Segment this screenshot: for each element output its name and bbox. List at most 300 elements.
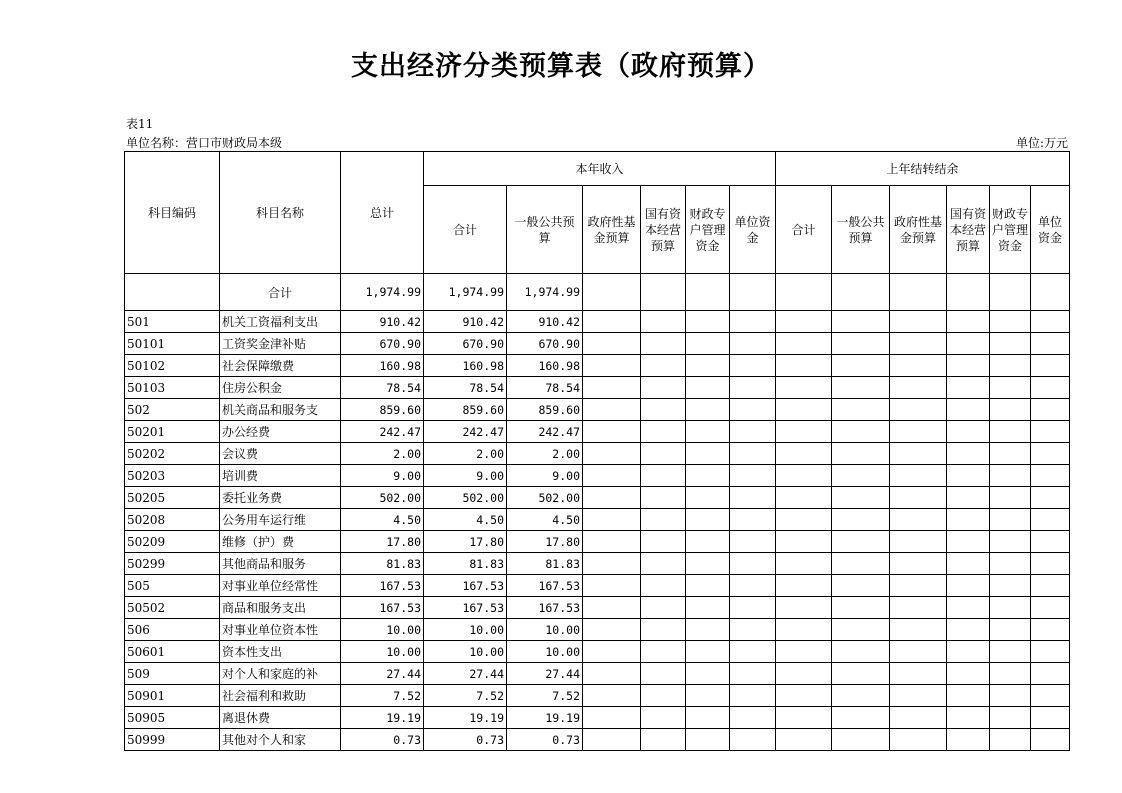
total-label: 合计 bbox=[220, 274, 341, 311]
empty-cell bbox=[990, 399, 1031, 421]
empty-cell bbox=[990, 333, 1031, 355]
empty-cell bbox=[686, 333, 730, 355]
empty-cell bbox=[832, 377, 890, 399]
header-current-col: 政府性基金预算 bbox=[583, 186, 641, 274]
empty-cell bbox=[947, 355, 990, 377]
budget-table bbox=[124, 151, 1070, 751]
header-prev-col: 单位资金 bbox=[1031, 186, 1070, 274]
empty-cell bbox=[1031, 597, 1070, 619]
row-total: 859.60 bbox=[341, 399, 424, 421]
empty-cell bbox=[641, 465, 686, 487]
empty-cell bbox=[890, 553, 947, 575]
empty-cell bbox=[730, 531, 776, 553]
empty-cell bbox=[947, 531, 990, 553]
empty-cell bbox=[1031, 707, 1070, 729]
empty-cell bbox=[990, 641, 1031, 663]
empty-cell bbox=[583, 663, 641, 685]
empty-cell bbox=[686, 619, 730, 641]
table-row bbox=[125, 487, 1070, 509]
table-row bbox=[125, 531, 1070, 553]
row-total: 7.52 bbox=[341, 685, 424, 707]
row-code: 50209 bbox=[125, 531, 220, 553]
row-sum: 10.00 bbox=[424, 641, 507, 663]
empty-cell bbox=[776, 311, 832, 333]
row-sum: 81.83 bbox=[424, 553, 507, 575]
empty-cell bbox=[990, 729, 1031, 751]
row-sum: 670.90 bbox=[424, 333, 507, 355]
empty-cell bbox=[730, 707, 776, 729]
row-code: 50201 bbox=[125, 421, 220, 443]
row-general: 0.73 bbox=[507, 729, 583, 751]
empty-cell bbox=[832, 531, 890, 553]
row-total: 19.19 bbox=[341, 707, 424, 729]
empty-cell bbox=[832, 421, 890, 443]
empty-cell bbox=[890, 509, 947, 531]
row-sum: 27.44 bbox=[424, 663, 507, 685]
empty-cell bbox=[686, 597, 730, 619]
empty-cell bbox=[583, 377, 641, 399]
empty-cell bbox=[776, 575, 832, 597]
row-total: 17.80 bbox=[341, 531, 424, 553]
empty-cell bbox=[1031, 355, 1070, 377]
empty-cell bbox=[641, 355, 686, 377]
empty-cell bbox=[730, 729, 776, 751]
empty-cell bbox=[776, 274, 832, 311]
empty-cell bbox=[686, 707, 730, 729]
empty-cell bbox=[890, 685, 947, 707]
empty-cell bbox=[1031, 274, 1070, 311]
row-sum: 17.80 bbox=[424, 531, 507, 553]
empty-cell bbox=[1031, 509, 1070, 531]
empty-cell bbox=[990, 575, 1031, 597]
empty-cell bbox=[1031, 465, 1070, 487]
empty-cell bbox=[641, 619, 686, 641]
row-code: 50101 bbox=[125, 333, 220, 355]
empty-cell bbox=[730, 575, 776, 597]
empty-cell bbox=[641, 377, 686, 399]
empty-cell bbox=[832, 729, 890, 751]
row-code: 50601 bbox=[125, 641, 220, 663]
empty-cell bbox=[730, 553, 776, 575]
empty-cell bbox=[776, 333, 832, 355]
empty-cell bbox=[776, 663, 832, 685]
empty-cell bbox=[890, 663, 947, 685]
empty-cell bbox=[890, 619, 947, 641]
empty-cell bbox=[947, 465, 990, 487]
empty-cell bbox=[583, 311, 641, 333]
total-code-cell bbox=[125, 274, 220, 311]
total-row bbox=[125, 274, 1070, 311]
row-sum: 502.00 bbox=[424, 487, 507, 509]
row-general: 7.52 bbox=[507, 685, 583, 707]
row-sum: 167.53 bbox=[424, 575, 507, 597]
table-row bbox=[125, 553, 1070, 575]
empty-cell bbox=[641, 663, 686, 685]
empty-cell bbox=[730, 487, 776, 509]
row-name: 对事业单位经常性 bbox=[220, 575, 341, 597]
empty-cell bbox=[832, 274, 890, 311]
empty-cell bbox=[990, 597, 1031, 619]
row-name: 商品和服务支出 bbox=[220, 597, 341, 619]
empty-cell bbox=[1031, 443, 1070, 465]
empty-cell bbox=[686, 443, 730, 465]
header-current-col: 一般公共预算 bbox=[507, 186, 583, 274]
row-general: 81.83 bbox=[507, 553, 583, 575]
empty-cell bbox=[947, 619, 990, 641]
table-row bbox=[125, 421, 1070, 443]
row-general: 502.00 bbox=[507, 487, 583, 509]
empty-cell bbox=[730, 641, 776, 663]
table-row bbox=[125, 377, 1070, 399]
row-total: 910.42 bbox=[341, 311, 424, 333]
empty-cell bbox=[890, 707, 947, 729]
empty-cell bbox=[1031, 685, 1070, 707]
empty-cell bbox=[641, 421, 686, 443]
table-row bbox=[125, 311, 1070, 333]
empty-cell bbox=[890, 487, 947, 509]
row-total: 2.00 bbox=[341, 443, 424, 465]
empty-cell bbox=[641, 531, 686, 553]
row-name: 机关商品和服务支 bbox=[220, 399, 341, 421]
empty-cell bbox=[686, 487, 730, 509]
empty-cell bbox=[990, 377, 1031, 399]
empty-cell bbox=[990, 355, 1031, 377]
empty-cell bbox=[990, 311, 1031, 333]
empty-cell bbox=[641, 575, 686, 597]
empty-cell bbox=[990, 487, 1031, 509]
row-code: 50905 bbox=[125, 707, 220, 729]
header-current-col: 合计 bbox=[424, 186, 507, 274]
empty-cell bbox=[832, 443, 890, 465]
empty-cell bbox=[832, 685, 890, 707]
row-sum: 160.98 bbox=[424, 355, 507, 377]
empty-cell bbox=[947, 399, 990, 421]
total-sum: 1,974.99 bbox=[424, 274, 507, 311]
row-name: 委托业务费 bbox=[220, 487, 341, 509]
row-code: 50203 bbox=[125, 465, 220, 487]
empty-cell bbox=[990, 531, 1031, 553]
row-general: 10.00 bbox=[507, 641, 583, 663]
empty-cell bbox=[832, 399, 890, 421]
row-sum: 0.73 bbox=[424, 729, 507, 751]
row-general: 4.50 bbox=[507, 509, 583, 531]
row-code: 50502 bbox=[125, 597, 220, 619]
empty-cell bbox=[947, 509, 990, 531]
row-sum: 10.00 bbox=[424, 619, 507, 641]
empty-cell bbox=[990, 274, 1031, 311]
empty-cell bbox=[686, 509, 730, 531]
row-code: 50103 bbox=[125, 377, 220, 399]
empty-cell bbox=[583, 487, 641, 509]
empty-cell bbox=[730, 333, 776, 355]
empty-cell bbox=[890, 597, 947, 619]
empty-cell bbox=[832, 663, 890, 685]
empty-cell bbox=[947, 333, 990, 355]
empty-cell bbox=[832, 355, 890, 377]
empty-cell bbox=[641, 597, 686, 619]
empty-cell bbox=[641, 274, 686, 311]
empty-cell bbox=[947, 575, 990, 597]
empty-cell bbox=[776, 619, 832, 641]
row-code: 50102 bbox=[125, 355, 220, 377]
empty-cell bbox=[890, 421, 947, 443]
row-total: 242.47 bbox=[341, 421, 424, 443]
empty-cell bbox=[641, 729, 686, 751]
empty-cell bbox=[686, 531, 730, 553]
empty-cell bbox=[947, 421, 990, 443]
empty-cell bbox=[1031, 575, 1070, 597]
empty-cell bbox=[1031, 377, 1070, 399]
row-code: 509 bbox=[125, 663, 220, 685]
row-total: 78.54 bbox=[341, 377, 424, 399]
empty-cell bbox=[730, 685, 776, 707]
empty-cell bbox=[776, 399, 832, 421]
empty-cell bbox=[890, 333, 947, 355]
empty-cell bbox=[686, 421, 730, 443]
empty-cell bbox=[776, 531, 832, 553]
header-prev-year: 上年结转结余 bbox=[776, 152, 1070, 186]
row-code: 502 bbox=[125, 399, 220, 421]
empty-cell bbox=[641, 509, 686, 531]
row-name: 机关工资福利支出 bbox=[220, 311, 341, 333]
empty-cell bbox=[641, 707, 686, 729]
row-code: 505 bbox=[125, 575, 220, 597]
table-row bbox=[125, 333, 1070, 355]
table-row bbox=[125, 641, 1070, 663]
row-total: 167.53 bbox=[341, 597, 424, 619]
row-total: 160.98 bbox=[341, 355, 424, 377]
empty-cell bbox=[641, 641, 686, 663]
empty-cell bbox=[730, 619, 776, 641]
empty-cell bbox=[947, 443, 990, 465]
empty-cell bbox=[686, 575, 730, 597]
row-name: 社会福利和救助 bbox=[220, 685, 341, 707]
header-prev-col: 合计 bbox=[776, 186, 832, 274]
empty-cell bbox=[1031, 311, 1070, 333]
empty-cell bbox=[776, 443, 832, 465]
table-row bbox=[125, 663, 1070, 685]
table-row bbox=[125, 597, 1070, 619]
row-total: 10.00 bbox=[341, 619, 424, 641]
empty-cell bbox=[890, 443, 947, 465]
empty-cell bbox=[583, 707, 641, 729]
row-total: 0.73 bbox=[341, 729, 424, 751]
empty-cell bbox=[832, 333, 890, 355]
table-row bbox=[125, 509, 1070, 531]
empty-cell bbox=[1031, 553, 1070, 575]
empty-cell bbox=[1031, 333, 1070, 355]
row-sum: 7.52 bbox=[424, 685, 507, 707]
row-name: 办公经费 bbox=[220, 421, 341, 443]
empty-cell bbox=[583, 355, 641, 377]
empty-cell bbox=[947, 311, 990, 333]
table-row bbox=[125, 443, 1070, 465]
header-total: 总计 bbox=[341, 152, 424, 274]
empty-cell bbox=[947, 685, 990, 707]
empty-cell bbox=[776, 553, 832, 575]
empty-cell bbox=[832, 553, 890, 575]
empty-cell bbox=[947, 553, 990, 575]
empty-cell bbox=[730, 377, 776, 399]
row-sum: 4.50 bbox=[424, 509, 507, 531]
row-general: 27.44 bbox=[507, 663, 583, 685]
empty-cell bbox=[730, 421, 776, 443]
unit-name: 单位名称：营口市财政局本级 bbox=[126, 136, 283, 150]
row-total: 27.44 bbox=[341, 663, 424, 685]
row-name: 其他对个人和家 bbox=[220, 729, 341, 751]
empty-cell bbox=[990, 465, 1031, 487]
empty-cell bbox=[583, 333, 641, 355]
empty-cell bbox=[730, 663, 776, 685]
empty-cell bbox=[1031, 399, 1070, 421]
row-total: 502.00 bbox=[341, 487, 424, 509]
empty-cell bbox=[890, 575, 947, 597]
empty-cell bbox=[641, 487, 686, 509]
row-general: 167.53 bbox=[507, 597, 583, 619]
row-name: 维修（护）费 bbox=[220, 531, 341, 553]
empty-cell bbox=[832, 487, 890, 509]
empty-cell bbox=[947, 597, 990, 619]
empty-cell bbox=[583, 274, 641, 311]
empty-cell bbox=[947, 663, 990, 685]
row-general: 9.00 bbox=[507, 465, 583, 487]
empty-cell bbox=[1031, 531, 1070, 553]
empty-cell bbox=[890, 641, 947, 663]
empty-cell bbox=[583, 531, 641, 553]
empty-cell bbox=[990, 509, 1031, 531]
total-total: 1,974.99 bbox=[341, 274, 424, 311]
empty-cell bbox=[832, 619, 890, 641]
row-name: 工资奖金津补贴 bbox=[220, 333, 341, 355]
header-prev-col: 一般公共预算 bbox=[832, 186, 890, 274]
empty-cell bbox=[832, 575, 890, 597]
row-general: 859.60 bbox=[507, 399, 583, 421]
row-sum: 910.42 bbox=[424, 311, 507, 333]
empty-cell bbox=[1031, 421, 1070, 443]
empty-cell bbox=[832, 641, 890, 663]
empty-cell bbox=[686, 274, 730, 311]
empty-cell bbox=[832, 465, 890, 487]
empty-cell bbox=[1031, 487, 1070, 509]
empty-cell bbox=[730, 274, 776, 311]
row-sum: 9.00 bbox=[424, 465, 507, 487]
row-general: 17.80 bbox=[507, 531, 583, 553]
empty-cell bbox=[947, 729, 990, 751]
row-name: 其他商品和服务 bbox=[220, 553, 341, 575]
empty-cell bbox=[686, 311, 730, 333]
empty-cell bbox=[686, 641, 730, 663]
row-name: 会议费 bbox=[220, 443, 341, 465]
empty-cell bbox=[776, 421, 832, 443]
table-row bbox=[125, 355, 1070, 377]
unit-label: 单位:万元 bbox=[1015, 136, 1068, 150]
empty-cell bbox=[583, 685, 641, 707]
row-general: 160.98 bbox=[507, 355, 583, 377]
header-prev-col: 财政专户管理资金 bbox=[990, 186, 1031, 274]
row-sum: 167.53 bbox=[424, 597, 507, 619]
empty-cell bbox=[583, 619, 641, 641]
empty-cell bbox=[776, 707, 832, 729]
empty-cell bbox=[890, 355, 947, 377]
row-total: 167.53 bbox=[341, 575, 424, 597]
empty-cell bbox=[1031, 619, 1070, 641]
row-code: 50901 bbox=[125, 685, 220, 707]
empty-cell bbox=[686, 663, 730, 685]
row-name: 对事业单位资本性 bbox=[220, 619, 341, 641]
header-current-col: 财政专户管理资金 bbox=[686, 186, 730, 274]
empty-cell bbox=[990, 443, 1031, 465]
empty-cell bbox=[1031, 641, 1070, 663]
row-code: 50205 bbox=[125, 487, 220, 509]
empty-cell bbox=[686, 355, 730, 377]
page-title: 支出经济分类预算表（政府预算） bbox=[351, 51, 771, 82]
empty-cell bbox=[832, 509, 890, 531]
empty-cell bbox=[730, 355, 776, 377]
table-row bbox=[125, 575, 1070, 597]
empty-cell bbox=[990, 553, 1031, 575]
row-name: 培训费 bbox=[220, 465, 341, 487]
empty-cell bbox=[641, 685, 686, 707]
empty-cell bbox=[947, 274, 990, 311]
row-general: 910.42 bbox=[507, 311, 583, 333]
row-name: 社会保障缴费 bbox=[220, 355, 341, 377]
row-name: 住房公积金 bbox=[220, 377, 341, 399]
empty-cell bbox=[730, 399, 776, 421]
empty-cell bbox=[583, 641, 641, 663]
row-total: 9.00 bbox=[341, 465, 424, 487]
empty-cell bbox=[890, 531, 947, 553]
row-code: 50208 bbox=[125, 509, 220, 531]
table-number: 表11 bbox=[126, 117, 154, 131]
empty-cell bbox=[583, 509, 641, 531]
empty-cell bbox=[890, 729, 947, 751]
empty-cell bbox=[1031, 729, 1070, 751]
row-name: 对个人和家庭的补 bbox=[220, 663, 341, 685]
empty-cell bbox=[832, 597, 890, 619]
empty-cell bbox=[890, 399, 947, 421]
header-prev-col: 政府性基金预算 bbox=[890, 186, 947, 274]
empty-cell bbox=[990, 421, 1031, 443]
empty-cell bbox=[776, 597, 832, 619]
row-total: 670.90 bbox=[341, 333, 424, 355]
row-name: 公务用车运行维 bbox=[220, 509, 341, 531]
row-code: 50999 bbox=[125, 729, 220, 751]
empty-cell bbox=[686, 377, 730, 399]
empty-cell bbox=[947, 707, 990, 729]
total-general: 1,974.99 bbox=[507, 274, 583, 311]
empty-cell bbox=[890, 377, 947, 399]
empty-cell bbox=[641, 311, 686, 333]
empty-cell bbox=[686, 465, 730, 487]
header-code: 科目编码 bbox=[125, 152, 220, 274]
empty-cell bbox=[583, 421, 641, 443]
row-code: 501 bbox=[125, 311, 220, 333]
empty-cell bbox=[641, 443, 686, 465]
empty-cell bbox=[776, 355, 832, 377]
row-general: 167.53 bbox=[507, 575, 583, 597]
empty-cell bbox=[947, 641, 990, 663]
row-code: 50202 bbox=[125, 443, 220, 465]
empty-cell bbox=[583, 597, 641, 619]
empty-cell bbox=[641, 553, 686, 575]
header-name: 科目名称 bbox=[220, 152, 341, 274]
empty-cell bbox=[990, 707, 1031, 729]
empty-cell bbox=[990, 619, 1031, 641]
row-general: 2.00 bbox=[507, 443, 583, 465]
empty-cell bbox=[686, 729, 730, 751]
table-row bbox=[125, 619, 1070, 641]
row-general: 242.47 bbox=[507, 421, 583, 443]
